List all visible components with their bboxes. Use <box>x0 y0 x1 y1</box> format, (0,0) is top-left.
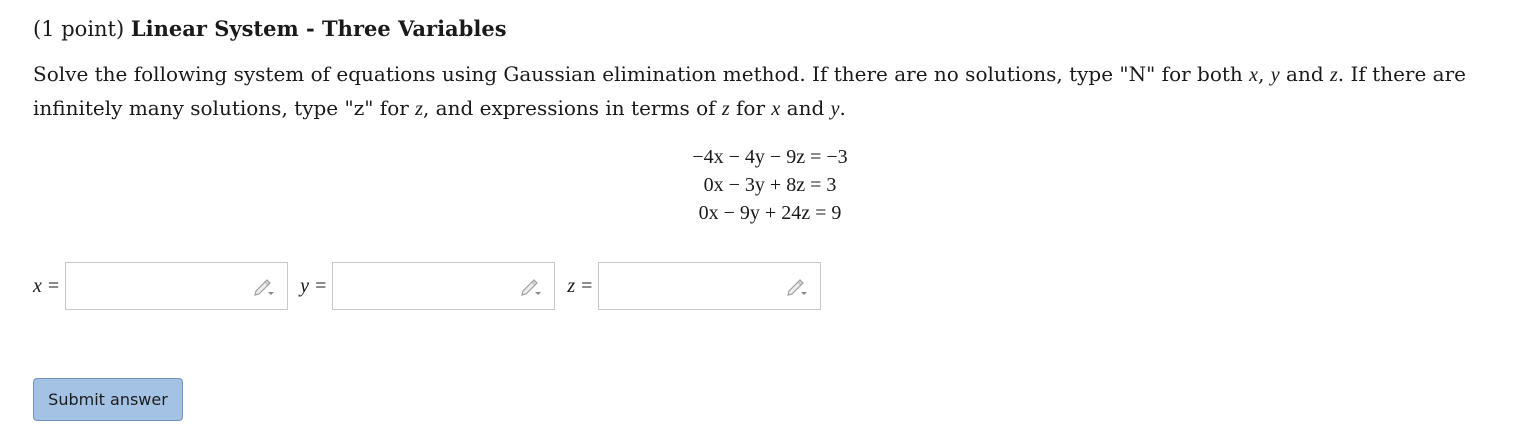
problem-title: Linear System - Three Variables <box>130 16 507 41</box>
equation-2: 0x − 3y + 8z = 3 <box>703 174 837 196</box>
math-var-x: x <box>1249 64 1259 86</box>
instructions-text: , and expressions in terms of <box>422 96 722 120</box>
answer-label-y <box>300 275 326 298</box>
instructions-text: . If there are infinitely many solutions, type "z" for <box>33 62 1466 120</box>
answer-label-x <box>33 275 59 298</box>
instructions-text: for <box>729 96 772 120</box>
problem-points: (1 point) <box>33 17 125 41</box>
pencil-icon[interactable] <box>786 277 808 297</box>
equals-sign: = <box>47 274 60 297</box>
instructions-text: Solve the following system of equations using Gaussian elimination method. If there are no solutions, type "N" for both <box>33 62 1250 86</box>
instructions-text: , <box>1258 62 1271 86</box>
pencil-icon[interactable] <box>520 277 542 297</box>
answer-label-z <box>567 275 592 298</box>
equation-system <box>640 143 900 227</box>
answer-input-y[interactable] <box>333 263 529 307</box>
answer-var-z: z <box>567 274 576 297</box>
problem-container <box>33 14 1503 126</box>
instructions-text: . <box>839 96 846 120</box>
math-var-y: y <box>1270 64 1280 86</box>
math-var-z: z <box>1330 64 1338 86</box>
answer-var-x: x <box>33 274 42 297</box>
answer-var-y: y <box>300 274 310 297</box>
instructions-text: and <box>780 96 831 120</box>
answer-box-x[interactable] <box>65 262 288 310</box>
pencil-icon[interactable] <box>253 277 275 297</box>
answer-input-z[interactable] <box>599 263 795 307</box>
math-var-x: x <box>771 98 781 120</box>
problem-header <box>33 14 1503 44</box>
math-var-z: z <box>415 98 423 120</box>
answer-input-x[interactable] <box>66 263 262 307</box>
submit-answer-button[interactable]: Submit answer <box>33 378 183 421</box>
equation-1: −4x − 4y − 9z = −3 <box>692 146 848 168</box>
math-var-z: z <box>721 98 730 120</box>
answer-box-y[interactable] <box>332 262 555 310</box>
answer-row <box>33 261 833 311</box>
equals-sign: = <box>315 274 327 297</box>
answer-box-z[interactable] <box>598 262 821 310</box>
equals-sign: = <box>581 274 593 297</box>
equation-3: 0x − 9y + 24z = 9 <box>698 202 842 224</box>
problem-instructions <box>33 58 1495 126</box>
instructions-text: and <box>1279 62 1330 86</box>
math-var-y: y <box>830 98 840 120</box>
